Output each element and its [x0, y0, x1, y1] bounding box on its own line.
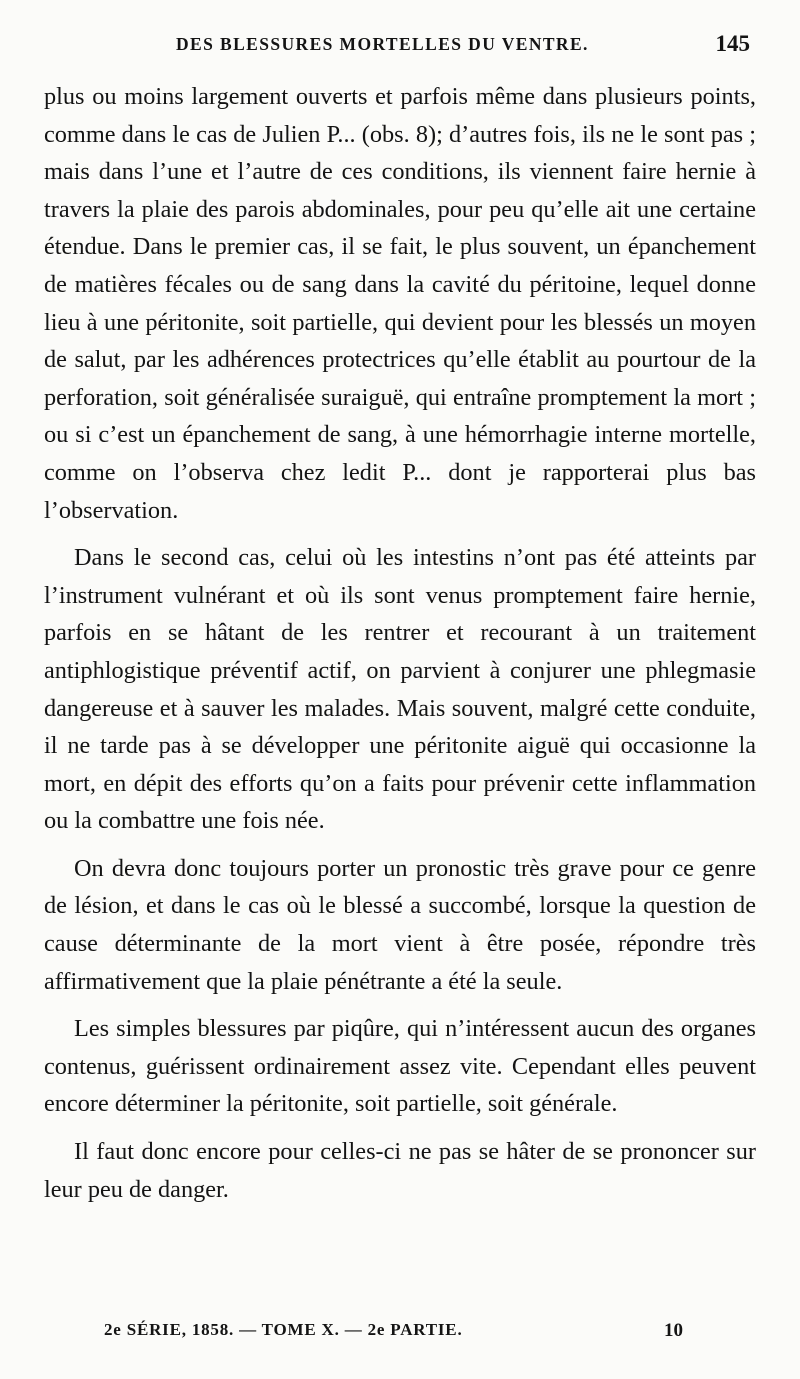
- running-head: DES BLESSURES MORTELLES DU VENTRE.: [176, 34, 589, 54]
- printer-signature: 2e SÉRIE, 1858. — TOME X. — 2e PARTIE.: [104, 1320, 463, 1339]
- paragraph-continued: plus ou moins largement ouverts et parfois même dans plusieurs points, comme dans le cas de Julien P... (obs. 8); d’autres fois, ils ne le sont pas ; mais dans l’une et l’autre de ces conditions, ils viennent faire hernie à travers la plaie des parois abdominales, pour peu qu’elle ait une certaine étendue. Dans le premier cas, il se fait, le plus souvent, un épanchement de matières fécales ou de sang dans la cavité du péritoine, lequel donne lieu à une péritonite, soit partielle, qui devient pour les blessés un moyen de salut, par les adhérences protectrices qu’elle établit au pourtour de la perforation, soit généralisée suraiguë, qui entraîne promptement la mort ; ou si c’est un épanchement de sang, à une hémorrhagie interne mortelle, comme on l’observa chez ledit P... dont je rapporterai plus bas l’observation.: [44, 83, 756, 524]
- paragraph: Les simples blessures par piqûre, qui n’intéressent aucun des organes contenus, guérissent ordinairement assez vite. Cependant elles peuvent encore déterminer la péritonite, soit partielle, soit générale.: [44, 1015, 756, 1118]
- page-footer: [44, 1320, 756, 1350]
- paragraph: On devra donc toujours porter un pronostic très grave pour ce genre de lésion, et dans le cas où le blessé a succombé, lorsque la question de cause déterminante de la mort vient à être posée, répondre très affirmativement que la plaie pénétrante a été la seule.: [44, 854, 756, 995]
- page-number: 145: [715, 31, 750, 56]
- page-header: [44, 31, 756, 64]
- body-text: [44, 78, 756, 1208]
- paragraph: Dans le second cas, celui où les intestins n’ont pas été atteints par l’instrument vulnérant et où ils sont venus promptement faire hernie, parfois en se hâtant de les rentrer et recourant à un traitement antiphlogistique préventif actif, on parvient à conjurer une phlegmasie dangereuse et à sauver les malades. Mais souvent, malgré cette conduite, il ne tarde pas à se développer une péritonite aiguë qui occasionne la mort, en dépit des efforts qu’on a faits pour prévenir cette inflammation ou la combattre une fois née.: [44, 544, 756, 835]
- paragraph: Il faut donc encore pour celles-ci ne pas se hâter de se prononcer sur leur peu de danger.: [44, 1138, 756, 1203]
- sheet-number: 10: [664, 1320, 683, 1341]
